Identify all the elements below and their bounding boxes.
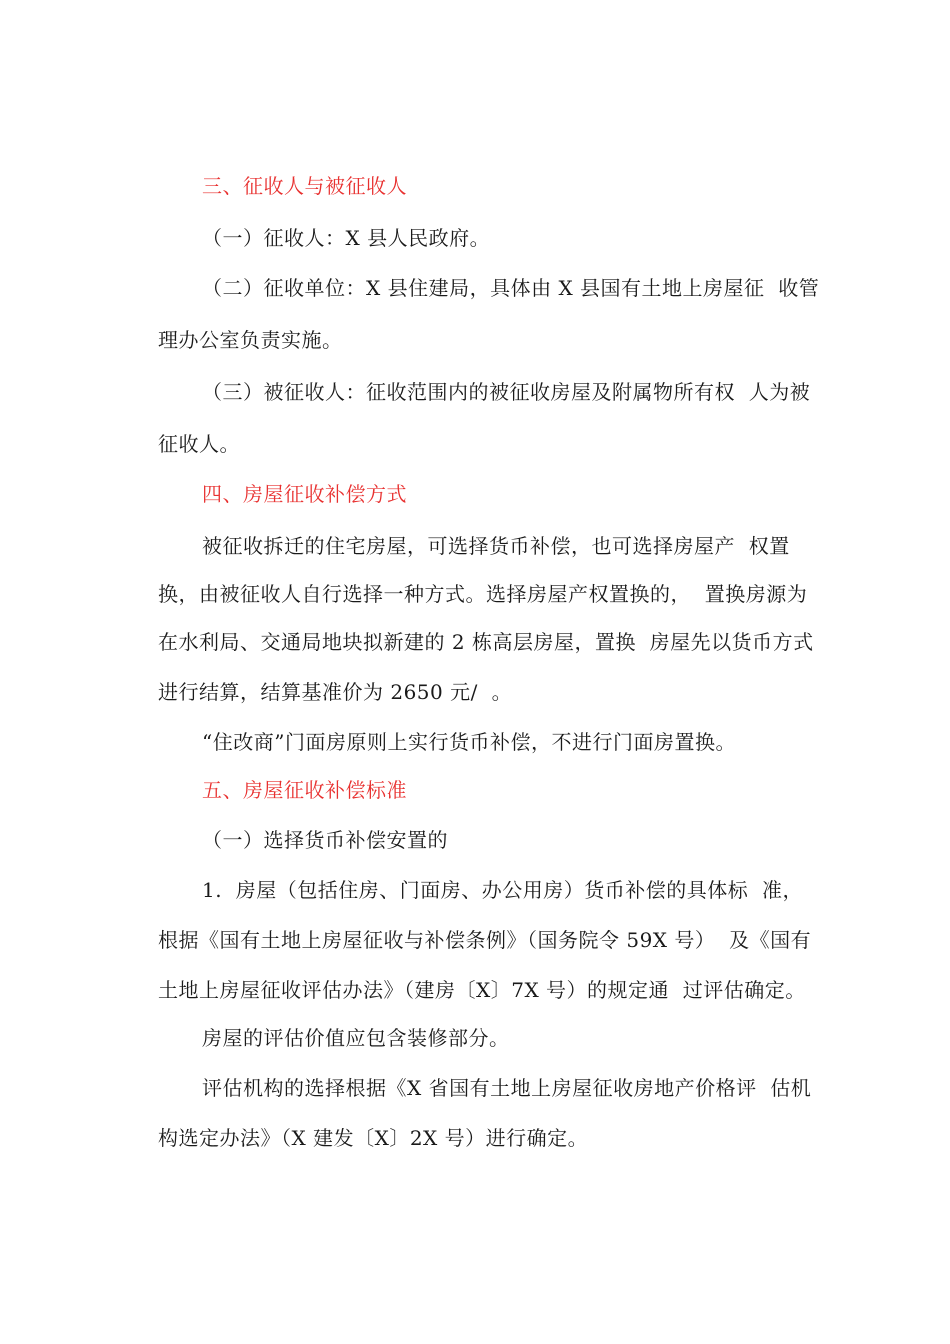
section-5-paragraph-1-line-3: 土地上房屋征收评估办法》（建房〔X〕7X 号）的规定通 过评估确定。: [158, 978, 806, 1002]
section-5-paragraph-1-line-1: 1. 房屋（包括住房、门面房、办公用房）货币补偿的具体标 准，: [202, 878, 804, 902]
section-4-paragraph-1-line-1: 被征收拆迁的住宅房屋，可选择货币补偿，也可选择房屋产 权置: [202, 534, 790, 558]
section-5-subheading-1: （一）选择货币补偿安置的: [202, 828, 448, 852]
section-5-paragraph-3-line-2: 构选定办法》（X 建发〔X〕2X 号）进行确定。: [158, 1126, 589, 1150]
section-4-paragraph-2: “住改商”门面房原则上实行货币补偿，不进行门面房置换。: [202, 730, 736, 754]
section-3-item-3-line-1: （三）被征收人：征收范围内的被征收房屋及附属物所有权 人为被: [202, 380, 811, 404]
section-heading-4: 四、房屋征收补偿方式: [202, 482, 407, 506]
section-5-paragraph-2: 房屋的评估价值应包含装修部分。: [202, 1026, 510, 1050]
section-5-paragraph-1-line-2: 根据《国有土地上房屋征收与补偿条例》（国务院令 59X 号） 及《国有: [158, 928, 812, 952]
section-4-paragraph-1-line-2: 换，由被征收人自行选择一种方式。选择房屋产权置换的， 置换房源为: [158, 582, 808, 606]
section-4-paragraph-1-line-4: 进行结算，结算基准价为 2650 元/ 。: [158, 680, 513, 704]
section-heading-3: 三、征收人与被征收人: [202, 174, 407, 198]
section-3-item-1: （一）征收人：X 县人民政府。: [202, 226, 491, 250]
section-4-paragraph-1-line-3: 在水利局、交通局地块拟新建的 2 栋高层房屋，置换 房屋先以货币方式: [158, 630, 814, 654]
section-3-item-3-line-2: 征收人。: [158, 432, 240, 456]
section-5-paragraph-3-line-1: 评估机构的选择根据《X 省国有土地上房屋征收房地产价格评 估机: [202, 1076, 812, 1100]
section-heading-5: 五、房屋征收补偿标准: [202, 778, 407, 802]
section-3-item-2-line-2: 理办公室负责实施。: [158, 328, 343, 352]
section-3-item-2-line-1: （二）征收单位：X 县住建局，具体由 X 县国有土地上房屋征 收管: [202, 276, 820, 300]
